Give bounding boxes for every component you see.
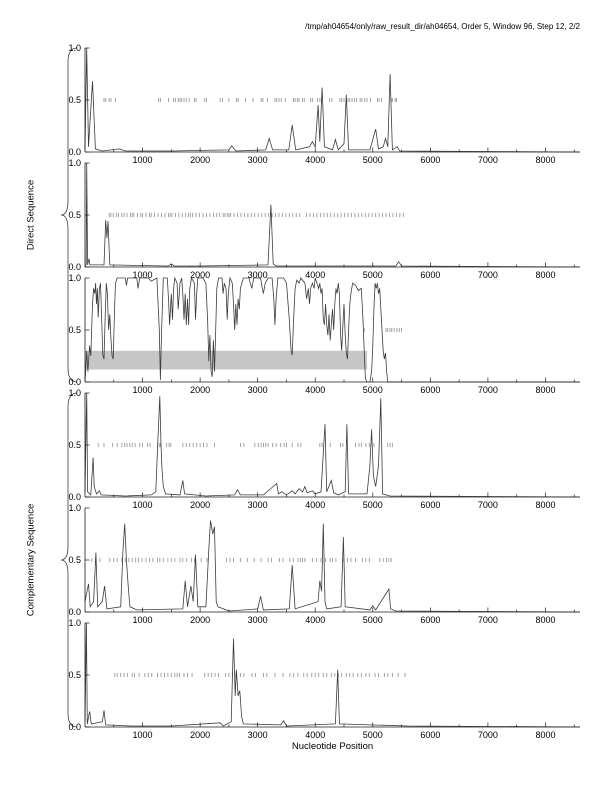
x-tick-label: 4000	[305, 270, 326, 280]
subplot-complementary-2	[68, 503, 580, 625]
subplot-complementary-3	[68, 618, 580, 740]
x-tick-label: 8000	[535, 500, 556, 510]
direct-sequence-label: Direct Sequence	[25, 179, 37, 251]
y-tick-label: 1.0	[68, 273, 81, 283]
y-tick-label: 0.5	[68, 555, 81, 565]
x-tick-label: 4000	[305, 385, 326, 395]
subplot-direct-2	[68, 158, 580, 280]
y-tick-label: 0.0	[68, 492, 81, 502]
x-tick-label: 3000	[247, 155, 268, 165]
x-tick-label: 2000	[190, 500, 211, 510]
y-tick-label: 1.0	[68, 503, 81, 513]
y-tick-label: 0.5	[68, 325, 81, 335]
x-tick-label: 6000	[420, 615, 441, 625]
x-tick-label: 5000	[362, 270, 383, 280]
x-tick-label: 5000	[362, 155, 383, 165]
x-tick-label: 8000	[535, 155, 556, 165]
x-tick-label: 6000	[420, 730, 441, 740]
x-tick-label: 6000	[420, 500, 441, 510]
x-tick-label: 3000	[247, 730, 268, 740]
x-tick-label: 6000	[420, 385, 441, 395]
signal-line	[85, 521, 580, 613]
y-tick-label: 0.0	[68, 262, 81, 272]
x-tick-label: 2000	[190, 385, 211, 395]
x-tick-label: 1000	[132, 270, 153, 280]
x-tick-label: 2000	[190, 270, 211, 280]
x-tick-label: 5000	[362, 385, 383, 395]
x-tick-label: 8000	[535, 615, 556, 625]
x-tick-label: 5000	[362, 730, 383, 740]
y-tick-label: 0.0	[68, 377, 81, 387]
x-tick-label: 3000	[247, 385, 268, 395]
x-tick-label: 7000	[477, 730, 498, 740]
y-tick-label: 1.0	[68, 43, 81, 53]
x-tick-label: 1000	[132, 615, 153, 625]
y-tick-label: 1.0	[68, 618, 81, 628]
x-tick-label: 7000	[477, 500, 498, 510]
x-tick-label: 3000	[247, 500, 268, 510]
x-tick-label: 7000	[477, 155, 498, 165]
x-tick-label: 7000	[477, 270, 498, 280]
x-tick-label: 3000	[247, 270, 268, 280]
subplot-complementary-1	[68, 388, 580, 510]
x-tick-label: 1000	[132, 155, 153, 165]
x-tick-label: 1000	[132, 385, 153, 395]
x-tick-label: 1000	[132, 730, 153, 740]
y-tick-label: 0.0	[68, 607, 81, 617]
x-axis-label: Nucleotide Position	[291, 741, 374, 752]
x-tick-label: 8000	[535, 730, 556, 740]
y-tick-label: 0.0	[68, 722, 81, 732]
x-tick-label: 8000	[535, 270, 556, 280]
subplot-direct-1	[68, 43, 580, 165]
y-tick-label: 1.0	[68, 388, 81, 398]
x-tick-label: 4000	[305, 500, 326, 510]
x-tick-label: 4000	[305, 730, 326, 740]
x-tick-label: 2000	[190, 730, 211, 740]
signal-line	[85, 623, 580, 727]
x-tick-label: 1000	[132, 500, 153, 510]
y-tick-label: 0.5	[68, 210, 81, 220]
x-tick-label: 7000	[477, 615, 498, 625]
signal-line	[85, 163, 580, 267]
y-tick-label: 0.5	[68, 670, 81, 680]
subplot-direct-3	[68, 273, 580, 395]
x-tick-label: 4000	[305, 155, 326, 165]
x-tick-label: 5000	[362, 500, 383, 510]
y-tick-label: 0.5	[68, 95, 81, 105]
x-tick-label: 8000	[535, 385, 556, 395]
y-tick-label: 0.5	[68, 440, 81, 450]
complementary-sequence-label: Complementary Sequence	[25, 503, 37, 617]
x-tick-label: 5000	[362, 615, 383, 625]
x-tick-label: 6000	[420, 270, 441, 280]
figure-title: /tmp/ah04654/only/raw_result_dir/ah04654, Order 5, Window 96, Step 12, 2/2	[305, 22, 580, 31]
x-tick-label: 3000	[247, 615, 268, 625]
threshold-band	[85, 351, 367, 370]
x-tick-label: 6000	[420, 155, 441, 165]
x-tick-label: 7000	[477, 385, 498, 395]
y-tick-label: 0.0	[68, 147, 81, 157]
x-tick-label: 4000	[305, 615, 326, 625]
x-tick-label: 2000	[190, 615, 211, 625]
signal-line	[85, 48, 580, 152]
x-tick-label: 2000	[190, 155, 211, 165]
y-tick-label: 1.0	[68, 158, 81, 168]
